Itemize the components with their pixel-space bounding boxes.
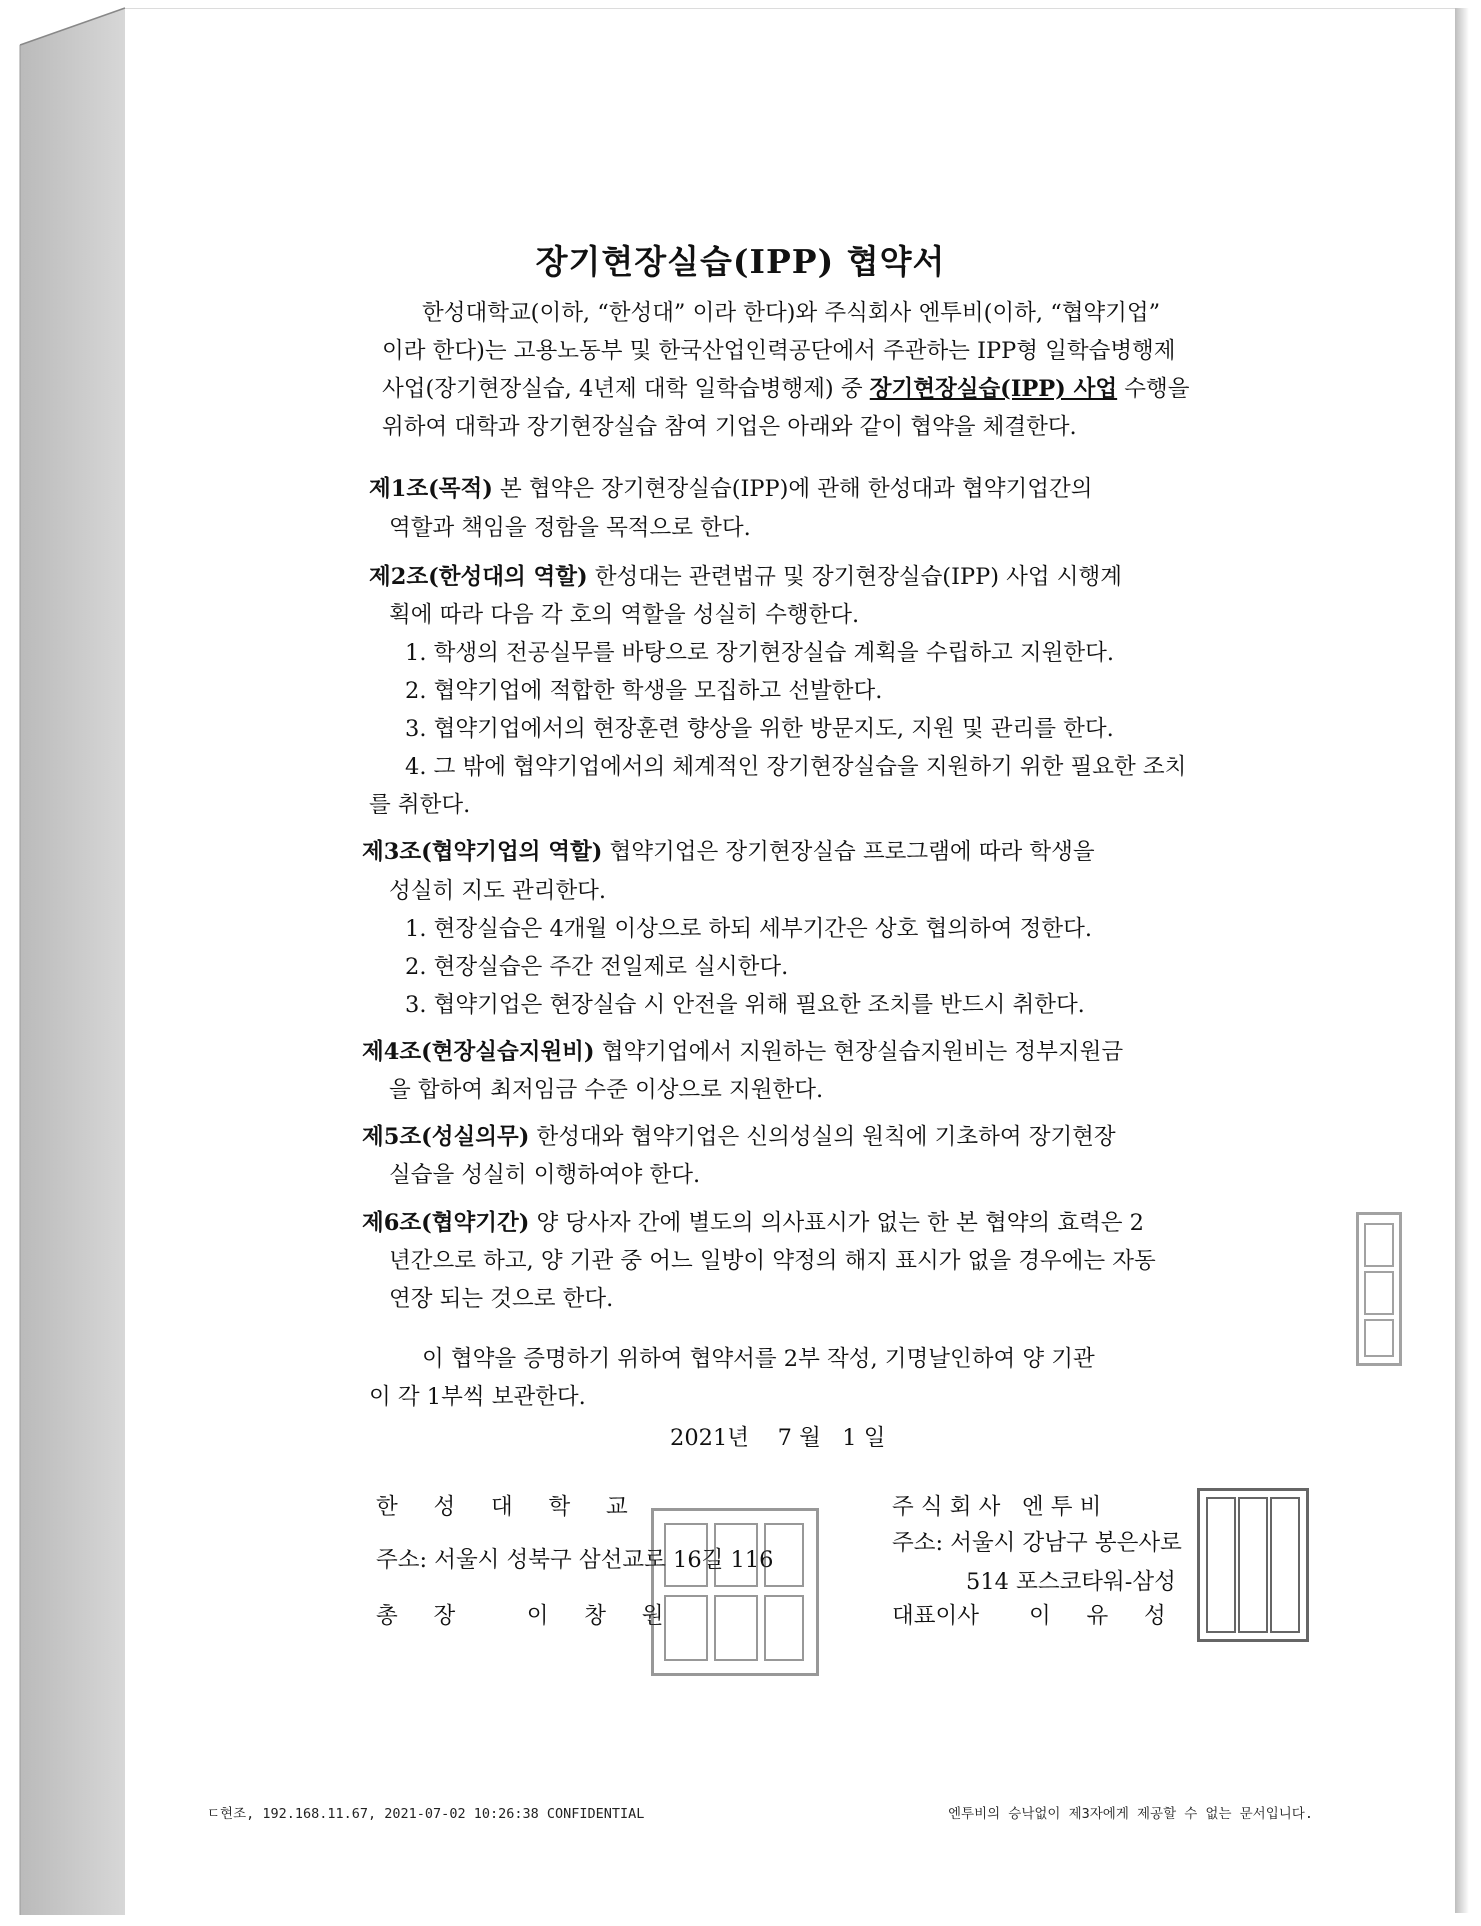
contract-date: 2021년 7 월 1 일 <box>670 1425 886 1451</box>
article-2-item: 1. 학생의 전공실무를 바탕으로 장기현장실습 계획을 수립하고 지원한다. <box>405 640 1114 666</box>
party-right-rep: 대표이사 이 유 성 <box>892 1603 1166 1629</box>
closing-line-2: 이 각 1부씩 보관한다. <box>369 1384 586 1410</box>
intro-emphasis: 장기현장실습(IPP) 사업 <box>869 376 1118 402</box>
article-1: 제1조(목적) 본 협약은 장기현장실습(IPP)에 관해 한성대과 협약기업간의 <box>369 476 1093 502</box>
article-4: 제4조(현장실습지원비) 협약기업에서 지원하는 현장실습지원비는 정부지원금 <box>362 1039 1124 1065</box>
article-6: 제6조(협약기간) 양 당사자 간에 별도의 의사표시가 없는 한 본 협약의 효력은 2 <box>362 1210 1144 1236</box>
article-2-cont: 획에 따라 다음 각 호의 역할을 성실히 수행한다. <box>389 602 860 628</box>
closing-line-1: 이 협약을 증명하기 위하여 협약서를 2부 작성, 기명날인하여 양 기관 <box>422 1346 1095 1372</box>
party-left-name: 한 성 대 학 교 <box>376 1494 628 1520</box>
article-1-cont: 역할과 책임을 정함을 목적으로 한다. <box>389 515 751 541</box>
party-right-address: 주소: 서울시 강남구 봉은사로 <box>892 1530 1182 1556</box>
party-left-rep: 총 장 이 창 원 <box>376 1603 664 1629</box>
intro-line-2: 이라 한다)는 고용노동부 및 한국산업인력공단에서 주관하는 IPP형 일학습병행제 <box>382 338 1176 364</box>
article-3-item: 3. 협약기업은 현장실습 시 안전을 위해 필요한 조치를 반드시 취한다. <box>405 992 1085 1018</box>
footer-disclaimer: 엔투비의 승낙없이 제3자에게 제공할 수 없는 문서입니다. <box>948 1806 1313 1822</box>
article-2-item: 를 취한다. <box>369 792 471 818</box>
margin-seal-stamp <box>1356 1212 1402 1366</box>
article-5-cont: 실습을 성실히 이행하여야 한다. <box>389 1162 701 1188</box>
article-3-cont: 성실히 지도 관리한다. <box>389 878 607 904</box>
article-2-item: 2. 협약기업에 적합한 학생을 모집하고 선발한다. <box>405 678 883 704</box>
ntoB-company-seal <box>1197 1488 1309 1642</box>
hansung-university-seal <box>651 1508 819 1676</box>
party-left-address: 주소: 서울시 성북구 삼선교로 16길 116 <box>376 1547 774 1573</box>
document-title: 장기현장실습(IPP) 협약서 <box>535 242 946 281</box>
article-6-cont: 년간으로 하고, 양 기관 중 어느 일방이 약정의 해지 표시가 없을 경우에는 자동 <box>389 1248 1156 1274</box>
article-6-cont: 연장 되는 것으로 한다. <box>389 1286 614 1312</box>
article-2: 제2조(한성대의 역할) 한성대는 관련법규 및 장기현장실습(IPP) 사업 시행계 <box>369 564 1123 590</box>
intro-line-3: 사업(장기현장실습, 4년제 대학 일학습병행제) 중 장기현장실습(IPP) 사업 수행을 <box>382 376 1190 402</box>
article-3-item: 1. 현장실습은 4개월 이상으로 하되 세부기간은 상호 협의하여 정한다. <box>405 916 1092 942</box>
article-2-item: 4. 그 밖에 협약기업에서의 체계적인 장기현장실습을 지원하기 위한 필요한 조치 <box>405 754 1187 780</box>
intro-line-4: 위하여 대학과 장기현장실습 참여 기업은 아래와 같이 협약을 체결한다. <box>382 414 1077 440</box>
article-2-item: 3. 협약기업에서의 현장훈련 향상을 위한 방문지도, 지원 및 관리를 한다. <box>405 716 1114 742</box>
intro-line-1: 한성대학교(이하, “한성대” 이라 한다)와 주식회사 엔투비(이하, “협약기업” <box>422 300 1161 326</box>
article-5: 제5조(성실의무) 한성대와 협약기업은 신의성실의 원칙에 기초하여 장기현장 <box>362 1124 1116 1150</box>
party-right-name: 주 식 회 사 엔 투 비 <box>892 1494 1102 1520</box>
party-right-address-2: 514 포스코타워-삼성 <box>966 1569 1176 1595</box>
footer-confidential-stamp: ㄷ현조, 192.168.11.67, 2021-07-02 10:26:38 CONFIDENTIAL <box>207 1806 645 1822</box>
article-3-item: 2. 현장실습은 주간 전일제로 실시한다. <box>405 954 789 980</box>
article-4-cont: 을 합하여 최저임금 수준 이상으로 지원한다. <box>389 1077 824 1103</box>
article-3: 제3조(협약기업의 역할) 협약기업은 장기현장실습 프로그램에 따라 학생을 <box>362 839 1095 865</box>
